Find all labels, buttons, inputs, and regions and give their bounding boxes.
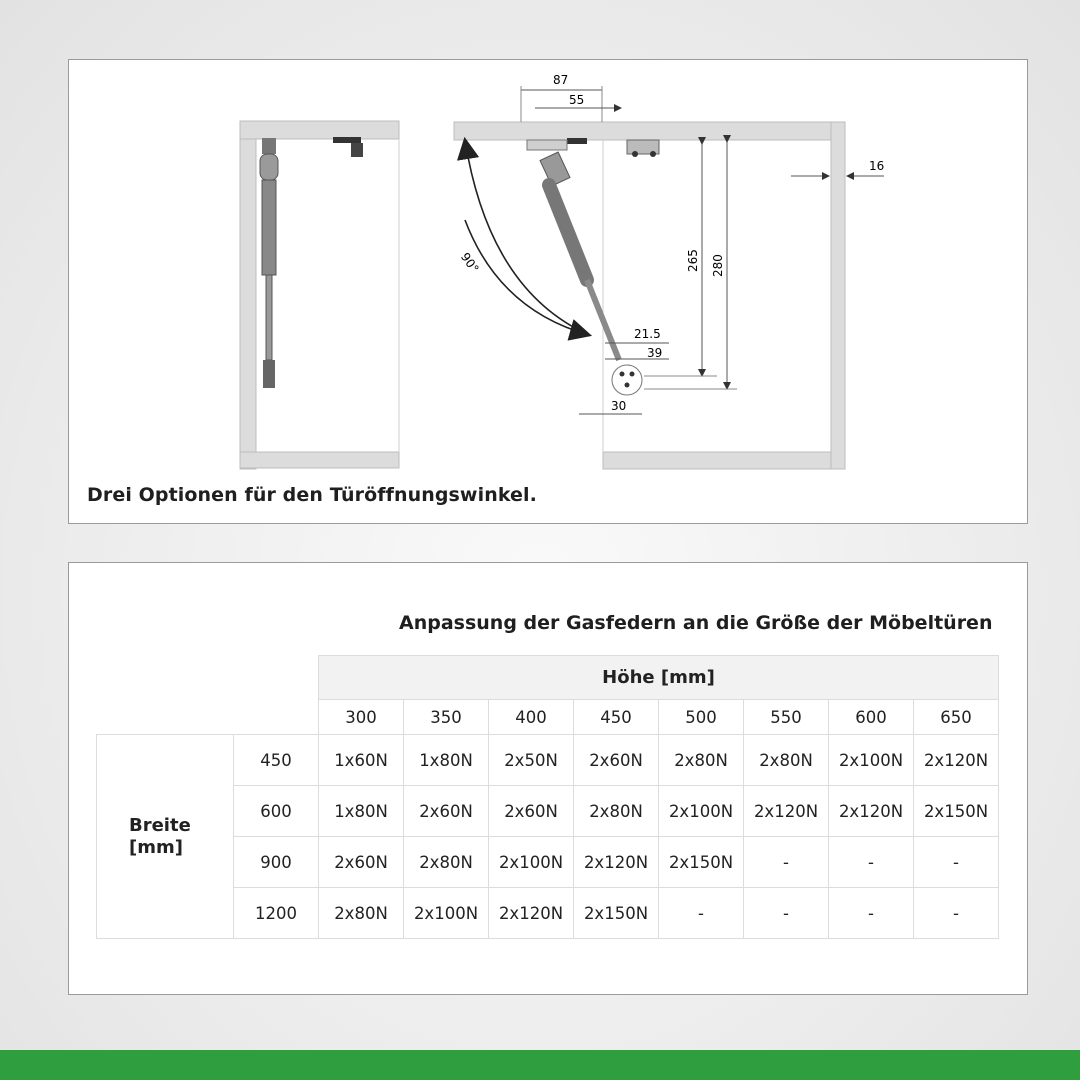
- width-header: Breite [mm]: [97, 735, 234, 939]
- table-cell: 2x60N: [404, 786, 489, 837]
- table-cell: 2x80N: [744, 735, 829, 786]
- table-cell: -: [744, 837, 829, 888]
- right-cabinet-side: [831, 122, 845, 469]
- table-cell: 2x60N: [489, 786, 574, 837]
- width-value: 600: [234, 786, 319, 837]
- left-cabinet-bottom: [240, 452, 399, 468]
- table-cell: -: [744, 888, 829, 939]
- table-cell: 2x80N: [574, 786, 659, 837]
- table-cell: 1x60N: [319, 735, 404, 786]
- table-cell: 1x80N: [319, 786, 404, 837]
- width-value: 1200: [234, 888, 319, 939]
- table-cell: 2x120N: [574, 837, 659, 888]
- dim-21-5: 21.5: [634, 327, 661, 341]
- table-cell: 2x100N: [404, 888, 489, 939]
- table-cell: 2x100N: [829, 735, 914, 786]
- table-cell: 2x60N: [574, 735, 659, 786]
- height-col-300: 300: [319, 700, 404, 735]
- left-cabinet: [240, 121, 399, 469]
- table-row: [97, 735, 999, 786]
- dim-265: 265: [686, 249, 700, 272]
- table-cell: 2x150N: [574, 888, 659, 939]
- diagram-panel: [68, 59, 1028, 524]
- table-cell: -: [659, 888, 744, 939]
- left-spring-mount-bottom: [263, 360, 275, 388]
- table-cell: 2x120N: [914, 735, 999, 786]
- installation-diagram: [69, 60, 1027, 523]
- height-col-500: 500: [659, 700, 744, 735]
- bottom-mount-circle: [612, 365, 642, 395]
- table-cell: 1x80N: [404, 735, 489, 786]
- table-cell: 2x60N: [319, 837, 404, 888]
- height-header: Höhe [mm]: [319, 656, 999, 700]
- dim-39: 39: [647, 346, 663, 360]
- dim-30: 30: [611, 399, 627, 413]
- height-col-350: 350: [404, 700, 489, 735]
- dim-87: 87: [553, 73, 569, 87]
- left-hinge: [333, 137, 361, 143]
- footer-accent-bar: [0, 1050, 1080, 1080]
- table-cell: 2x100N: [489, 837, 574, 888]
- table-cell: 2x120N: [829, 786, 914, 837]
- right-spring-cylinder: [549, 185, 587, 280]
- table-panel: [68, 562, 1028, 995]
- diagram-caption: Drei Optionen für den Türöffnungswinkel.: [87, 484, 537, 506]
- left-hinge-bracket: [351, 143, 363, 157]
- table-cell: -: [829, 888, 914, 939]
- width-value: 450: [234, 735, 319, 786]
- table-cell: -: [829, 837, 914, 888]
- left-spring-joint: [260, 154, 278, 180]
- width-value: 900: [234, 837, 319, 888]
- table-cell: 2x80N: [404, 837, 489, 888]
- table-title: Anpassung der Gasfedern an die Größe der Möbeltüren: [399, 612, 993, 634]
- table-cell: 2x50N: [489, 735, 574, 786]
- left-spring-mount-top: [262, 138, 276, 154]
- table-cell: 2x150N: [659, 837, 744, 888]
- right-cabinet: [454, 122, 845, 469]
- table-cell: 2x80N: [659, 735, 744, 786]
- angle-label: 90°: [457, 250, 482, 276]
- table-cell: 2x120N: [489, 888, 574, 939]
- table-cell: 2x80N: [319, 888, 404, 939]
- dim-55: 55: [569, 93, 585, 107]
- height-col-550: 550: [744, 700, 829, 735]
- left-cabinet-top: [240, 121, 399, 139]
- dim-16: 16: [869, 159, 885, 173]
- height-col-600: 600: [829, 700, 914, 735]
- height-col-400: 400: [489, 700, 574, 735]
- gas-spring-table: [96, 655, 999, 939]
- left-cabinet-door: [240, 139, 256, 469]
- table-cell: -: [914, 888, 999, 939]
- table-cell: 2x100N: [659, 786, 744, 837]
- left-spring-cylinder: [262, 180, 276, 275]
- table-cell: -: [914, 837, 999, 888]
- dim-280: 280: [711, 254, 725, 277]
- right-cabinet-bottom: [603, 452, 831, 469]
- right-hinge: [567, 138, 587, 144]
- left-spring-rod: [266, 275, 272, 360]
- height-col-450: 450: [574, 700, 659, 735]
- table-cell: 2x120N: [744, 786, 829, 837]
- right-cabinet-top: [454, 122, 831, 140]
- height-col-650: 650: [914, 700, 999, 735]
- table-cell: 2x150N: [914, 786, 999, 837]
